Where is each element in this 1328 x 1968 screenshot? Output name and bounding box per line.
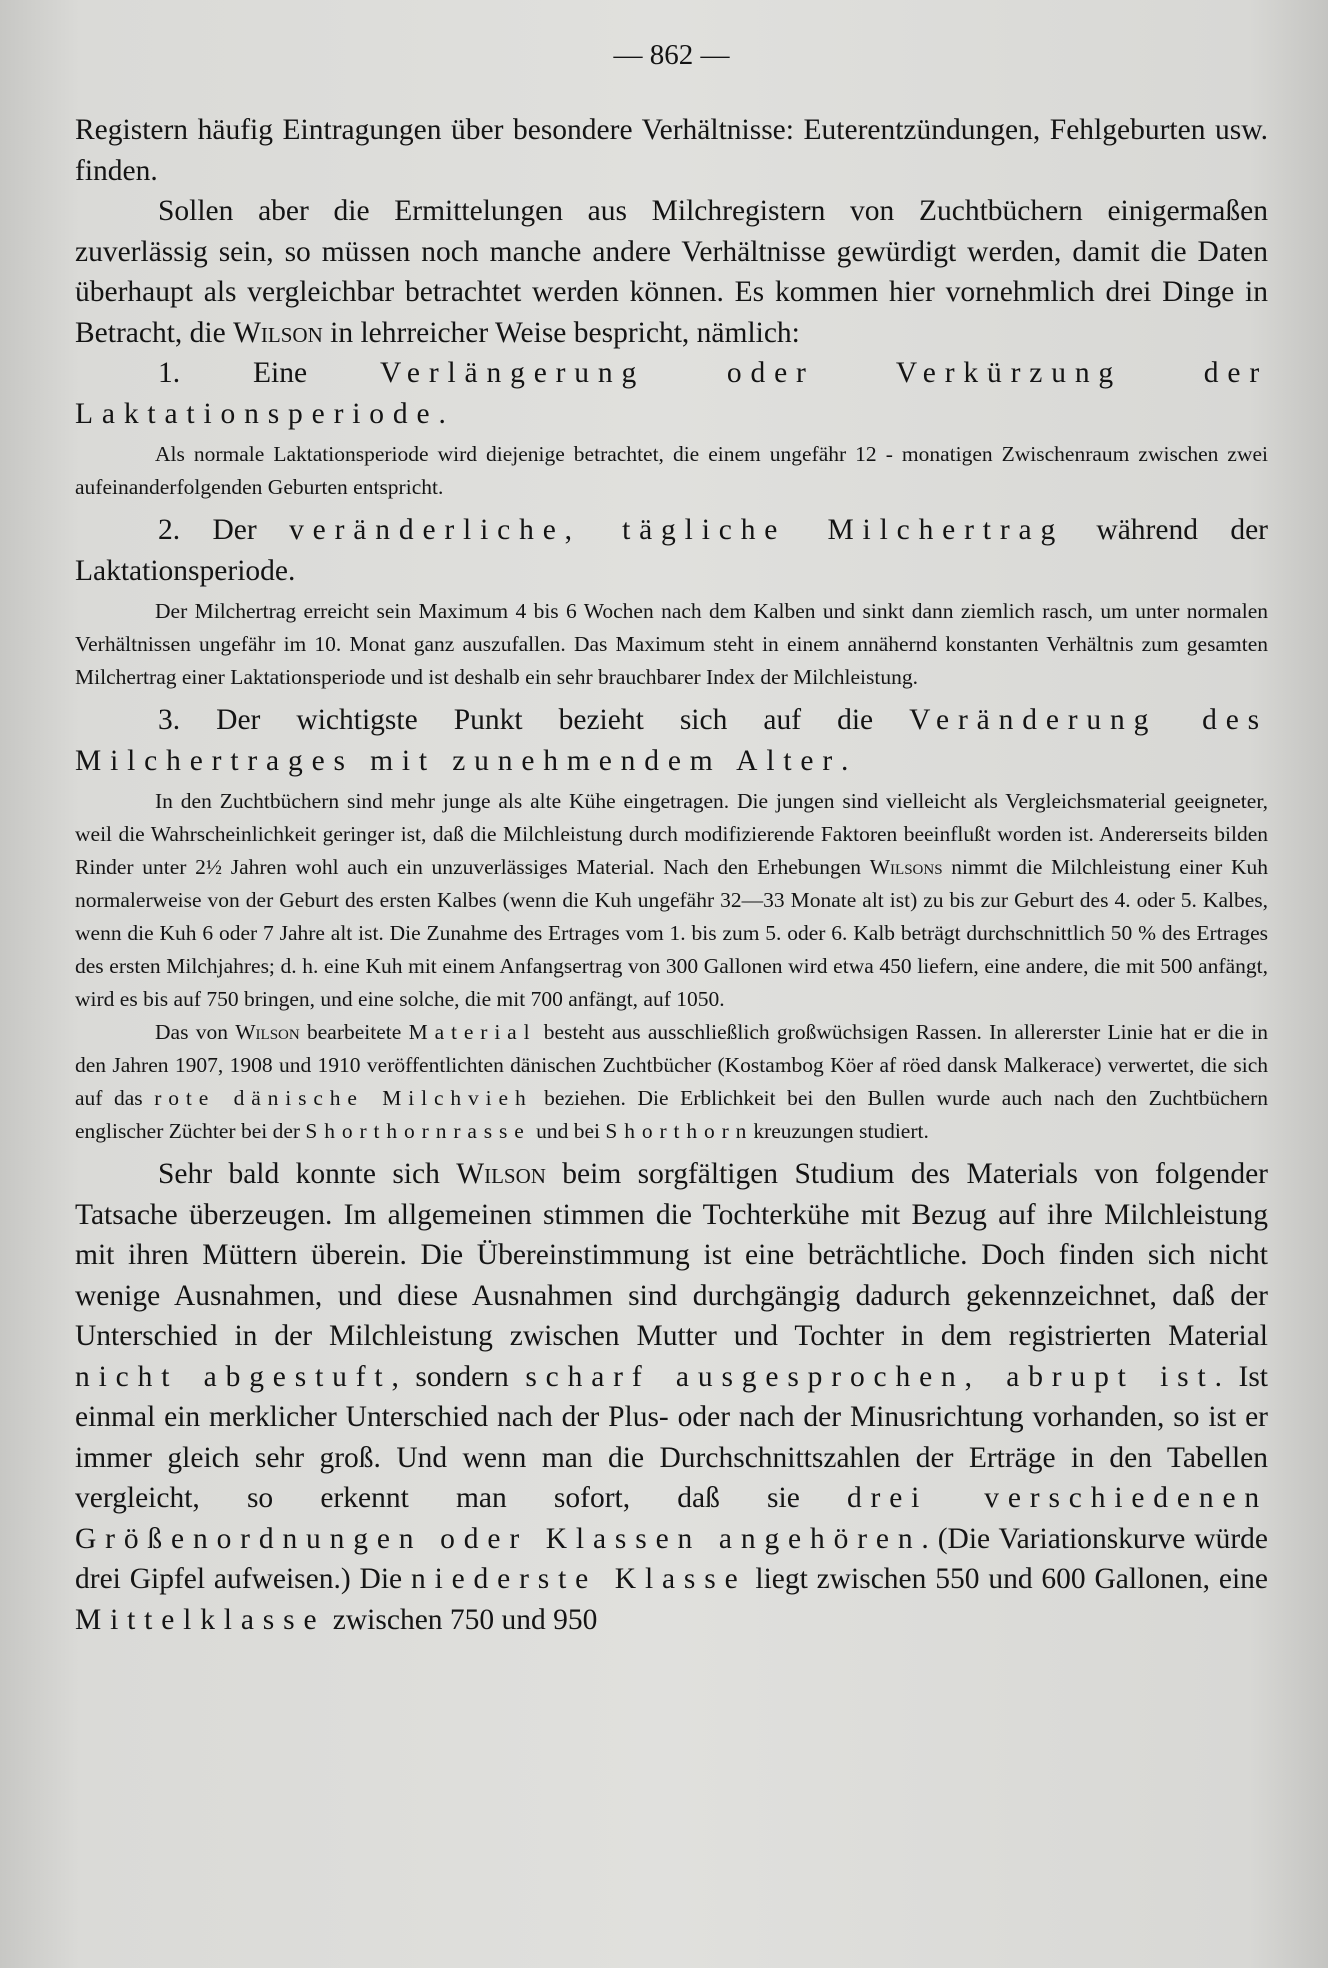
text-run: In den Zuchtbüchern sind mehr junge als alte Kühe eingetragen. Die jungen sind vielleicht als Vergleichsmaterial geeigneter, weil die Wahrscheinlichkeit geringer ist, daß die Milchleistung durch modifizierende Faktoren beeinflußt worden ist. Andererseits bilden Rinder unter 2½ Jahren wohl auch ein unzuverlässiges Material. Nach den Erhebungen — [75, 789, 1268, 879]
spaced-emphasis: Verlängerung oder Verkürzung der Laktationsperiode — [75, 357, 1268, 430]
text-run: und bei — [530, 1119, 606, 1143]
text-run: . Ist einmal ein merklicher Unterschied nach der Plus- oder nach der Minusrichtung vorhanden, so ist er immer gleich sehr groß. Und wenn man die Durchschnittszahlen der Erträge in den Tabellen vergleicht, so erkennt man sofort, daß sie — [75, 1360, 1268, 1514]
paragraph-continuation: Registern häufig Eintragungen über besondere Verhältnisse: Euterentzündungen, Fehlgeburten usw. finden. — [75, 114, 1268, 187]
list-item-3 — [75, 700, 1268, 781]
list-item-text: . — [438, 397, 446, 430]
text-run: in lehrreicher Weise bespricht, nämlich: — [322, 316, 800, 349]
list-item-text: 2. Der — [158, 514, 290, 546]
page-number: — 862 — — [613, 39, 730, 71]
spaced-emphasis: drei verschiedenen Größenordnungen oder Klassen angehören — [75, 1482, 1268, 1555]
spaced-emphasis: Shorthorn — [605, 1119, 754, 1143]
text-run: besteht aus ausschließlich großwüchsigen Rassen. In allererster Linie hat er die in den Jahren 1907, 1908 und 1910 veröffentlichten dänischen Zuchtbücher (Kostambog Köer af röed dansk Malkerace) verwertet, die sich auf das — [75, 1020, 1268, 1110]
spaced-emphasis: nicht abgestuft — [75, 1360, 392, 1393]
spaced-emphasis: Shorthornrasse — [305, 1119, 531, 1143]
text-run: Sehr bald konnte sich — [158, 1158, 457, 1190]
note-1: Als normale Laktationsperiode wird diejenige betrachtet, die einem ungefähr 12 - monatigen Zwischenraum zwischen zwei aufeinanderfolgenden Geburten entspricht. — [75, 442, 1268, 499]
spaced-emphasis: Veränderung des Milchertrages mit zunehmendem Alter — [75, 704, 1268, 777]
text-run: Das von — [155, 1020, 236, 1044]
text-run: . (Die Variationskurve würde drei Gipfel aufweisen.) Die — [75, 1522, 1268, 1595]
author-name: Wilsons — [869, 855, 943, 879]
list-item-text: 3. Der wichtigste Punkt bezieht sich auf die — [158, 704, 910, 736]
spaced-emphasis: Mittelklasse — [75, 1603, 326, 1636]
spaced-emphasis: scharf ausgesprochen, abrupt ist — [525, 1360, 1215, 1393]
text-run: beziehen. Die Erblichkeit bei den Bullen wurde auch nach den Zuchtbüchern englischer Züchter bei der — [75, 1086, 1268, 1143]
list-item-1 — [75, 353, 1268, 434]
note-2: Der Milchertrag erreicht sein Maximum 4 bis 6 Wochen nach dem Kalben und sinkt dann ziemlich rasch, um unter normalen Verhältnissen ungefähr im 10. Monat ganz auszufallen. Das Maximum steht in einem annähernd konstanten Verhältnis zum gesamten Milchertrag einer Laktationsperiode und ist deshalb ein sehr brauchbarer Index der Milchleistung. — [75, 599, 1268, 689]
note-4 — [75, 1016, 1268, 1148]
spaced-emphasis: Material — [408, 1020, 537, 1044]
list-item-2 — [75, 510, 1268, 591]
text-run: bearbeitete — [299, 1020, 409, 1044]
author-name: Wilson — [235, 1020, 300, 1044]
author-name: Wilson — [233, 316, 323, 349]
text-run: kreuzungen studiert. — [753, 1119, 929, 1143]
text-run: zwischen 750 und 950 — [325, 1603, 598, 1636]
text-run: beim sorgfältigen Studium des Materials von folgender Tatsache überzeugen. Im allgemeinen stimmen die Tochterkühe mit Bezug auf ihre Milchleistung mit ihren Müttern überein. Die Übereinstimmung ist eine beträchtliche. Doch finden sich nicht wenige Ausnahmen, und diese Ausnahmen sind durchgängig dadurch gekennzeichnet, daß der Unterschied in der Milchleistung zwischen Mutter und Tochter in dem registrierten Material — [75, 1158, 1268, 1352]
paragraph-main — [75, 1154, 1268, 1640]
text-run: , sondern — [391, 1360, 526, 1393]
list-item-text: . — [841, 744, 849, 777]
spaced-emphasis: niederste Klasse — [410, 1563, 747, 1595]
spaced-emphasis: rote dänische Milchvieh — [154, 1086, 533, 1110]
spaced-emphasis: veränderliche, tägliche Milchertrag — [289, 514, 1065, 546]
list-item-text: 1. Eine — [158, 357, 380, 389]
text-run: nimmt die Milchleistung einer Kuh normalerweise von der Geburt des ersten Kalbes (wenn die Kuh ungefähr 32—33 Monate alt ist) zu bis zur Geburt des 4. oder 5. Kalbes, wenn die Kuh 6 oder 7 Jahre alt ist. Die Zunahme des Ertrages vom 1. bis zum 5. oder 6. Kalb beträgt durchschnittlich 50 % des Ertrages des ersten Milchjahres; d. h. eine Kuh mit einem Anfangsertrag von 300 Gallonen wird etwa 450 liefern, eine andere, die mit 500 anfängt, wird es bis auf 750 bringen, und eine solche, die mit 700 anfängt, auf 1050. — [75, 855, 1268, 1011]
list-item-text: während der Laktationsperiode. — [75, 514, 1268, 587]
text-run: liegt zwischen 550 und 600 Gallonen, eine — [746, 1563, 1268, 1595]
note-3 — [75, 785, 1268, 1016]
text-run: Sollen aber die Ermittelungen aus Milchregistern von Zuchtbüchern einigermaßen zuverlässig sein, so müssen noch manche andere Verhältnisse gewürdigt werden, damit die Daten überhaupt als vergleichbar betrachtet werden können. Es kommen hier vornehmlich drei Dinge in Betracht, die — [75, 195, 1268, 349]
paragraph-intro — [75, 191, 1268, 353]
author-name: Wilson — [456, 1158, 546, 1190]
